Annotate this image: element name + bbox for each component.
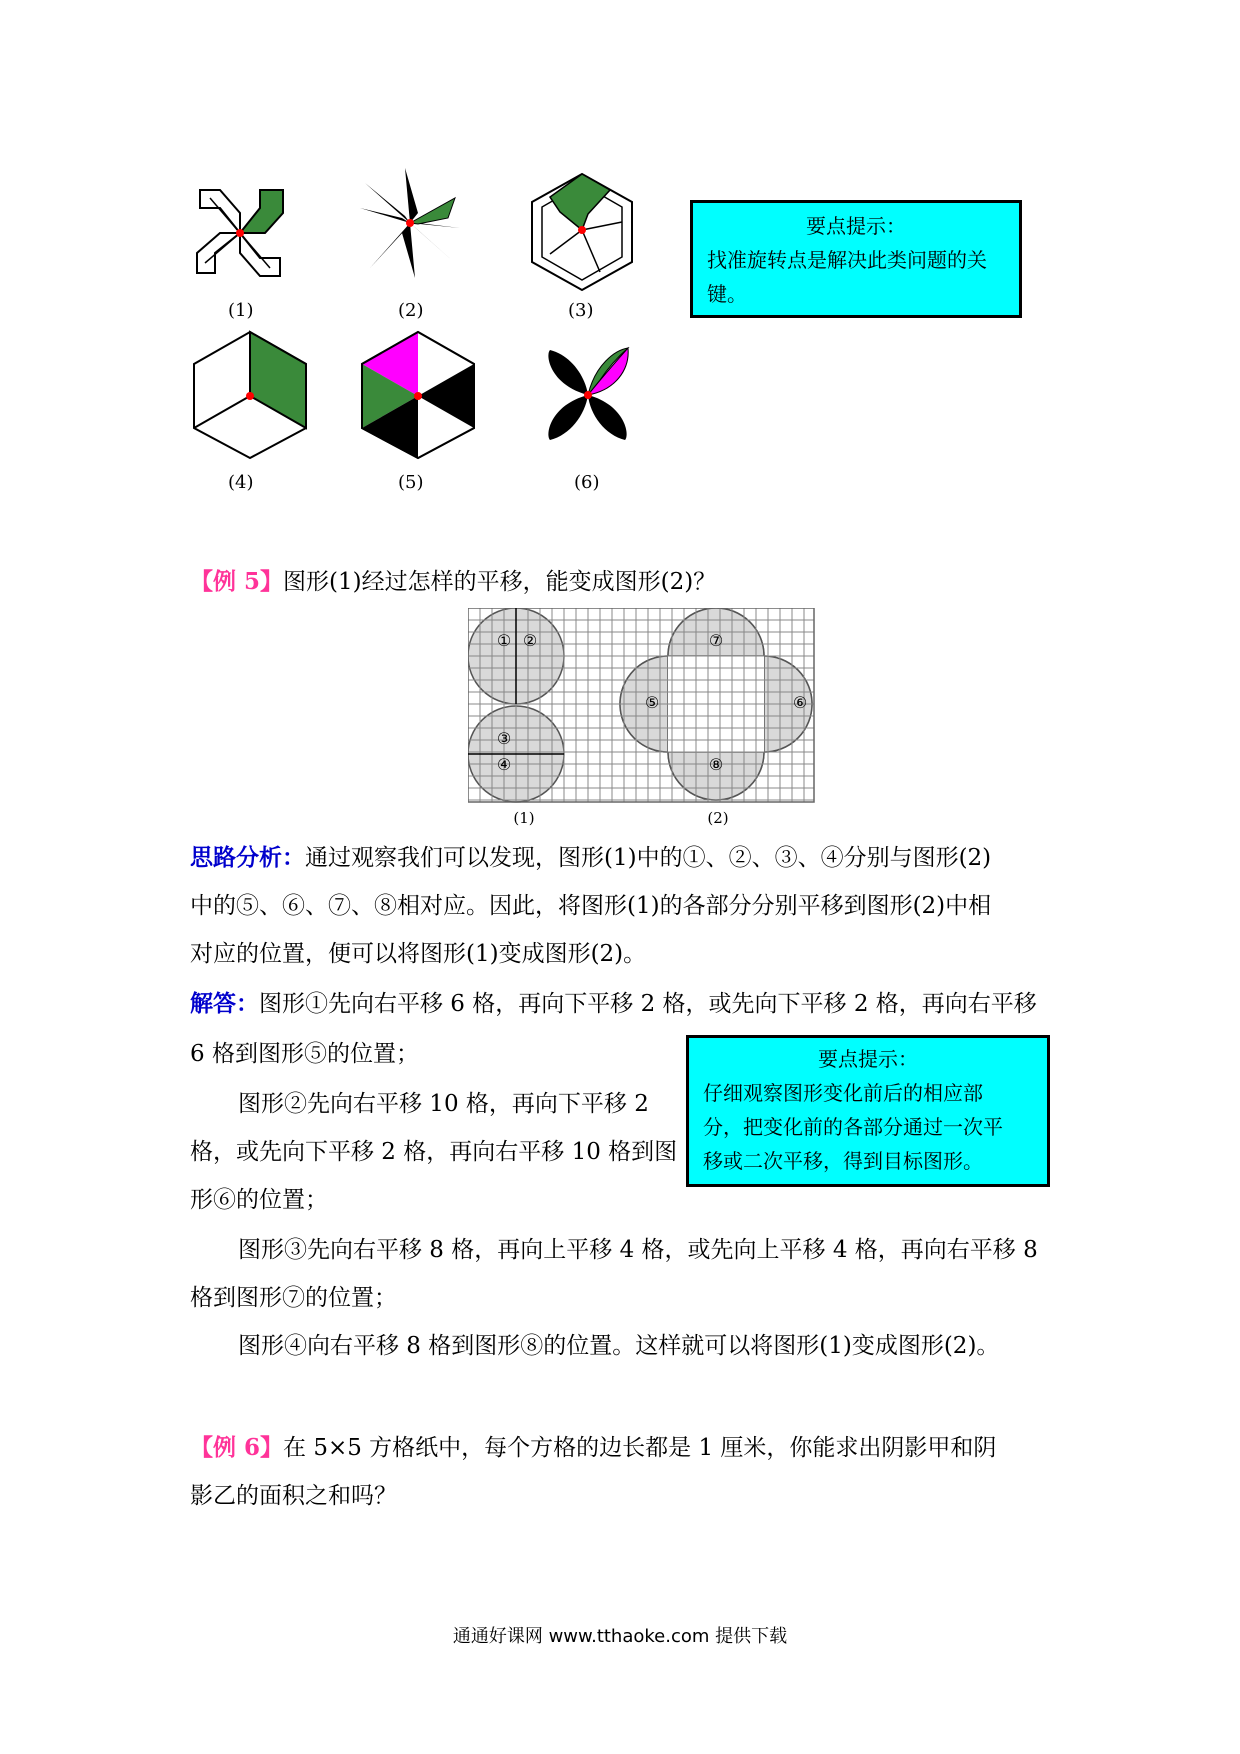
grid-mark-8: ⑧ (708, 755, 724, 774)
rotation-point (236, 229, 244, 237)
grid-mark-1: ① (496, 631, 512, 650)
answer-line-1 (190, 980, 1037, 1028)
example-6-line-1 (190, 1424, 996, 1472)
tip-title: 要点提示： (818, 1047, 918, 1071)
grid-mark-7: ⑦ (708, 631, 724, 650)
rotation-point (246, 392, 254, 400)
answer-line-5: 形⑥的位置； (190, 1187, 328, 1213)
tip-line-2: 分，把变化前的各部分通过一次平 (703, 1115, 1003, 1139)
tip-body: 找准旋转点是解决此类问题的关键。 (707, 248, 987, 306)
translation-grid-figure (468, 608, 818, 828)
answer-text: 图形①先向右平移 6 格，再向下平移 2 格，或先向下平移 2 格，再向右平移 (259, 991, 1037, 1017)
answer-line-3: 图形②先向右平移 10 格，再向下平移 2 (238, 1091, 649, 1117)
analysis-line-2: 中的⑤、⑥、⑦、⑧相对应。因此，将图形(1)的各部分分别平移到图形(2)中相 (190, 893, 992, 919)
answer-label: 解答： (190, 990, 259, 1017)
answer-line-6: 图形③先向右平移 8 格，再向上平移 4 格，或先向上平移 4 格，再向右平移 8 (238, 1237, 1038, 1263)
analysis-line-1 (190, 834, 991, 882)
figure-6-magenta-part (588, 348, 628, 395)
figure-caption: (4) (228, 472, 254, 493)
rotation-point (406, 219, 414, 227)
example-5-label: 【例 5】 (190, 568, 284, 595)
rotation-point (578, 226, 586, 234)
example-5-question (190, 558, 716, 606)
grid-caption-1: (1) (513, 809, 535, 827)
tip-box-rotation (690, 200, 1022, 318)
answer-line-2: 6 格到图形⑤的位置； (190, 1041, 419, 1067)
figure-4-cube-hexagon (192, 330, 308, 460)
figure-3-hexagon (530, 172, 634, 292)
tip-line-1: 仔细观察图形变化前后的相应部 (703, 1081, 983, 1105)
grid-caption-2: (2) (707, 809, 729, 827)
tip-title: 要点提示： (806, 214, 906, 238)
example-5-text: 图形(1)经过怎样的平移，能变成图形(2)？ (283, 569, 717, 595)
grid-mark-3: ③ (496, 729, 512, 748)
analysis-line-3: 对应的位置，便可以将图形(1)变成图形(2)。 (190, 941, 647, 967)
figure-5-colored-hexagon (360, 330, 476, 460)
figure-6-petals (540, 345, 635, 445)
page-footer: 通通好课网 www.tthaoke.com 提供下载 (452, 1626, 788, 1647)
grid-mark-5: ⑤ (644, 693, 660, 712)
analysis-text: 通过观察我们可以发现，图形(1)中的①、②、③、④分别与图形(2) (305, 845, 992, 871)
tip-box-translation (686, 1035, 1050, 1187)
answer-line-7: 格到图形⑦的位置； (190, 1285, 397, 1311)
figure-2-pinwheel (360, 168, 460, 278)
figure-caption: (6) (574, 472, 600, 493)
figure-1-x-shape (195, 188, 285, 278)
grid-mark-2: ② (522, 631, 538, 650)
analysis-label: 思路分析： (190, 844, 305, 871)
tip-line-3: 移或二次平移，得到目标图形。 (703, 1149, 983, 1173)
rotation-point (584, 391, 592, 399)
figure-caption: (3) (568, 300, 594, 321)
grid-mark-6: ⑥ (792, 693, 808, 712)
example-6-line-2: 影乙的面积之和吗？ (190, 1483, 397, 1509)
figure-caption: (1) (228, 300, 254, 321)
answer-line-4: 格，或先向下平移 2 格，再向右平移 10 格到图 (190, 1139, 678, 1165)
example-6-label: 【例 6】 (190, 1434, 284, 1461)
figure-1-green-part (240, 190, 283, 233)
rotation-point (414, 392, 422, 400)
figure-caption: (5) (398, 472, 424, 493)
answer-line-8: 图形④向右平移 8 格到图形⑧的位置。这样就可以将图形(1)变成图形(2)。 (238, 1333, 1000, 1359)
grid-mark-4: ④ (496, 755, 512, 774)
figure-caption: (2) (398, 300, 424, 321)
example-6-text: 在 5×5 方格纸中，每个方格的边长都是 1 厘米，你能求出阴影甲和阴 (283, 1435, 997, 1461)
